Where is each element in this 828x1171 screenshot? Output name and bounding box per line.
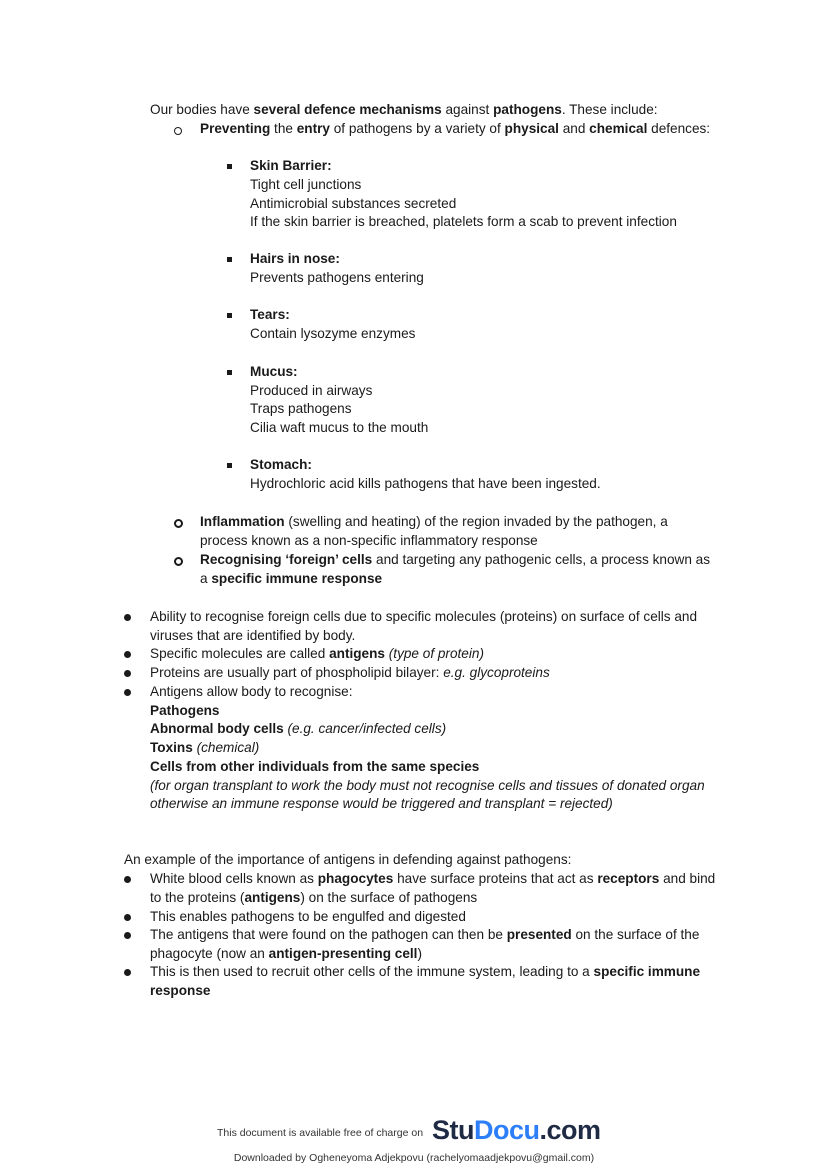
example-bullet: to the proteins (antigens) on the surface of pathogens (150, 890, 478, 905)
antigen-bullet: Antigens allow body to recognise: (150, 684, 353, 699)
square-bullet-icon (227, 313, 232, 318)
defence-line: Hydrochloric acid kills pathogens that have been ingested. (250, 476, 601, 491)
transplant-note: (for organ transplant to work the body must not recognise cells and tissues of donated organ (150, 778, 705, 793)
dot-bullet-icon (124, 651, 131, 658)
example-bullet: response (150, 983, 211, 998)
defence-line: Prevents pathogens entering (250, 270, 424, 285)
footer-available-text: This document is available free of charge on (217, 1127, 424, 1139)
transplant-note: otherwise an immune response would be triggered and transplant = rejected) (150, 796, 613, 811)
defence-title: Skin Barrier: (250, 158, 332, 173)
defence-line: Produced in airways (250, 383, 373, 398)
dot-bullet-icon (124, 914, 131, 921)
recognising-line: a specific immune response (200, 571, 383, 586)
inflammation-line: process known as a non-specific inflammatory response (200, 533, 538, 548)
defence-title: Stomach: (250, 457, 312, 472)
circle-bullet-icon (174, 519, 183, 528)
footer-downloaded-text: Downloaded by Ogheneyoma Adjekpovu (rachelyomaadjekpovu@gmail.com) (233, 1152, 595, 1164)
example-bullet: This is then used to recruit other cells of the immune system, leading to a specific immune (150, 964, 701, 979)
circle-bullet-icon (174, 127, 182, 135)
dot-bullet-icon (124, 614, 131, 621)
square-bullet-icon (227, 370, 232, 375)
defence-line: Cilia waft mucus to the mouth (250, 420, 429, 435)
preventing-entry-line: Preventing the entry of pathogens by a variety of physical and chemical defences: (200, 121, 711, 136)
dot-bullet-icon (124, 689, 131, 696)
square-bullet-icon (227, 164, 232, 169)
circle-bullet-icon (174, 557, 183, 566)
defence-title: Mucus: (250, 364, 298, 379)
recognising-line: Recognising ‘foreign’ cells and targeting any pathogenic cells, a process known as (200, 552, 711, 567)
inflammation-line: Inflammation (swelling and heating) of the region invaded by the pathogen, a (200, 514, 668, 529)
antigen-list-item: Pathogens (150, 703, 220, 718)
defence-title: Tears: (250, 307, 290, 322)
defence-title: Hairs in nose: (250, 251, 340, 266)
antigen-list-item: Toxins (chemical) (150, 740, 260, 755)
defence-line: Tight cell junctions (250, 177, 362, 192)
antigen-bullet: Specific molecules are called antigens (type of protein) (150, 646, 484, 661)
dot-bullet-icon (124, 932, 131, 939)
antigen-list-item: Cells from other individuals from the same species (150, 759, 480, 774)
studocu-logo[interactable]: StuDocu.com (432, 1115, 601, 1145)
example-intro: An example of the importance of antigens in defending against pathogens: (124, 852, 572, 867)
antigen-bullet: Ability to recognise foreign cells due to specific molecules (proteins) on surface of cells and (150, 609, 698, 624)
example-bullet: This enables pathogens to be engulfed and digested (150, 909, 466, 924)
antigen-list-item: Abnormal body cells (e.g. cancer/infected cells) (150, 721, 447, 736)
antigen-bullet: Proteins are usually part of phospholipid bilayer: e.g. glycoproteins (150, 665, 550, 680)
defence-line: Traps pathogens (250, 401, 352, 416)
example-bullet: phagocyte (now an antigen-presenting cell) (150, 946, 422, 961)
defence-line: Antimicrobial substances secreted (250, 196, 457, 211)
dot-bullet-icon (124, 876, 131, 883)
intro-line: Our bodies have several defence mechanisms against pathogens. These include: (150, 102, 658, 117)
example-bullet: White blood cells known as phagocytes have surface proteins that act as receptors and bind (150, 871, 716, 886)
square-bullet-icon (227, 257, 232, 262)
antigen-bullet: viruses that are identified by body. (150, 628, 356, 643)
defence-line: If the skin barrier is breached, platelets form a scab to prevent infection (250, 214, 677, 229)
square-bullet-icon (227, 463, 232, 468)
dot-bullet-icon (124, 670, 131, 677)
defence-line: Contain lysozyme enzymes (250, 326, 416, 341)
dot-bullet-icon (124, 969, 131, 976)
example-bullet: The antigens that were found on the pathogen can then be presented on the surface of the (150, 927, 700, 942)
